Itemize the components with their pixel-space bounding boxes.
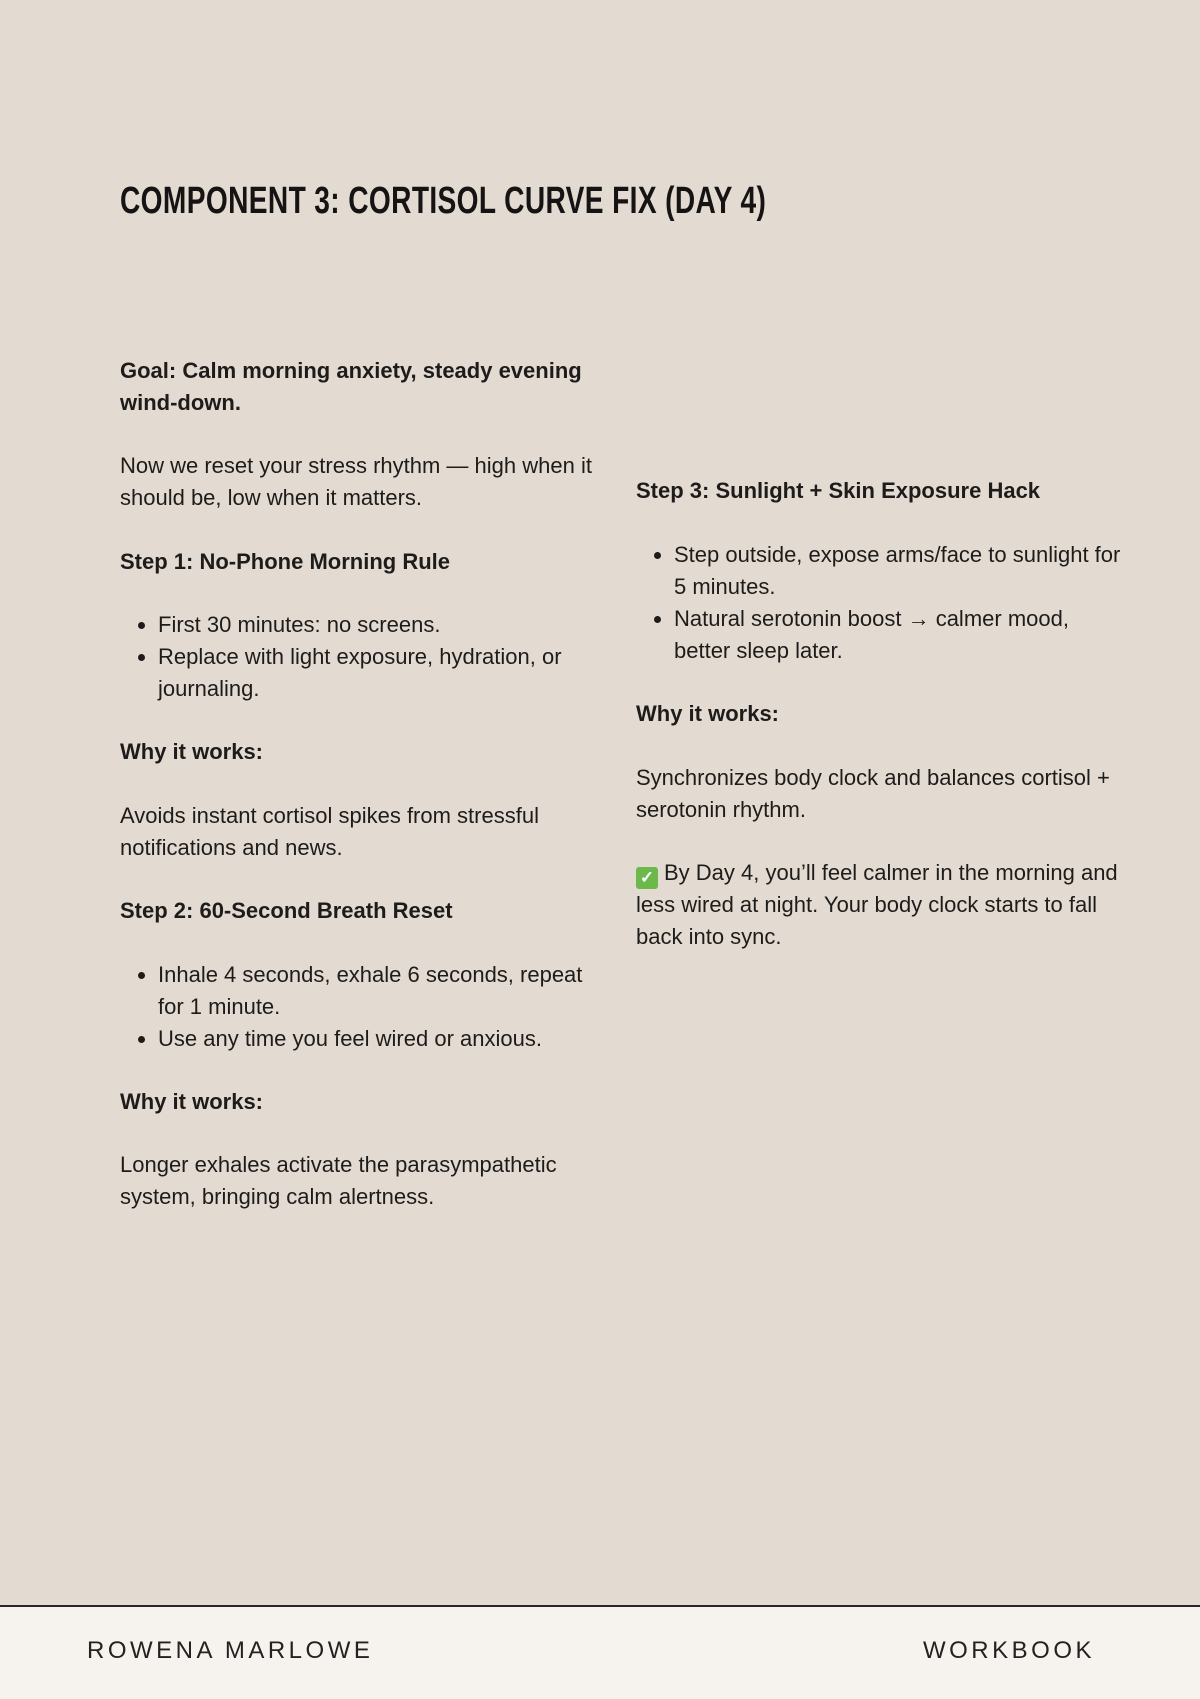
step3-why-heading: Why it works: [636, 701, 780, 726]
step3-why-text: Synchronizes body clock and balances cortisol + serotonin rhythm. [636, 765, 1110, 822]
list-item: • Replace with light exposure, hydration, or journaling. [158, 641, 610, 705]
step2-bullets [120, 959, 610, 1055]
footer-label: WORKBOOK [922, 1637, 1095, 1664]
summary [636, 857, 1126, 953]
page-title: COMPONENT 3: CORTISOL CURVE FIX (DAY 4) [120, 180, 767, 222]
list-item: • Inhale 4 seconds, exhale 6 seconds, repeat for 1 minute. [158, 959, 610, 1023]
list-item: • Use any time you feel wired or anxious. [158, 1023, 610, 1055]
list-item: • Step outside, expose arms/face to sunlight for 5 minutes. [674, 539, 1126, 603]
summary-text: By Day 4, you’ll feel calmer in the morning and less wired at night. Your body clock starts to fall back into sync. [636, 860, 1118, 949]
list-item: • First 30 minutes: no screens. [158, 609, 610, 641]
step3-bullets [636, 539, 1126, 667]
step2-why-heading: Why it works: [120, 1089, 264, 1114]
step2-why-text: Longer exhales activate the parasympathetic system, bringing calm alertness. [120, 1152, 557, 1209]
step3-heading: Step 3: Sunlight + Skin Exposure Hack [636, 478, 1041, 503]
goal-text: Goal: Calm morning anxiety, steady evening wind-down. [120, 358, 582, 415]
list-item: • Natural serotonin boost → calmer mood, better sleep later. [674, 603, 1126, 667]
footer-author: ROWENA MARLOWE [87, 1637, 374, 1664]
intro-text: Now we reset your stress rhythm — high when it should be, low when it matters. [120, 453, 592, 510]
step1-heading: Step 1: No-Phone Morning Rule [120, 549, 450, 574]
step1-bullets [120, 609, 610, 705]
check-mark-icon: ✓ [636, 867, 658, 889]
step1-why-text: Avoids instant cortisol spikes from stressful notifications and news. [120, 803, 539, 860]
footer [0, 1605, 1200, 1699]
step2-heading: Step 2: 60-Second Breath Reset [120, 898, 453, 923]
step1-why-heading: Why it works: [120, 739, 264, 764]
